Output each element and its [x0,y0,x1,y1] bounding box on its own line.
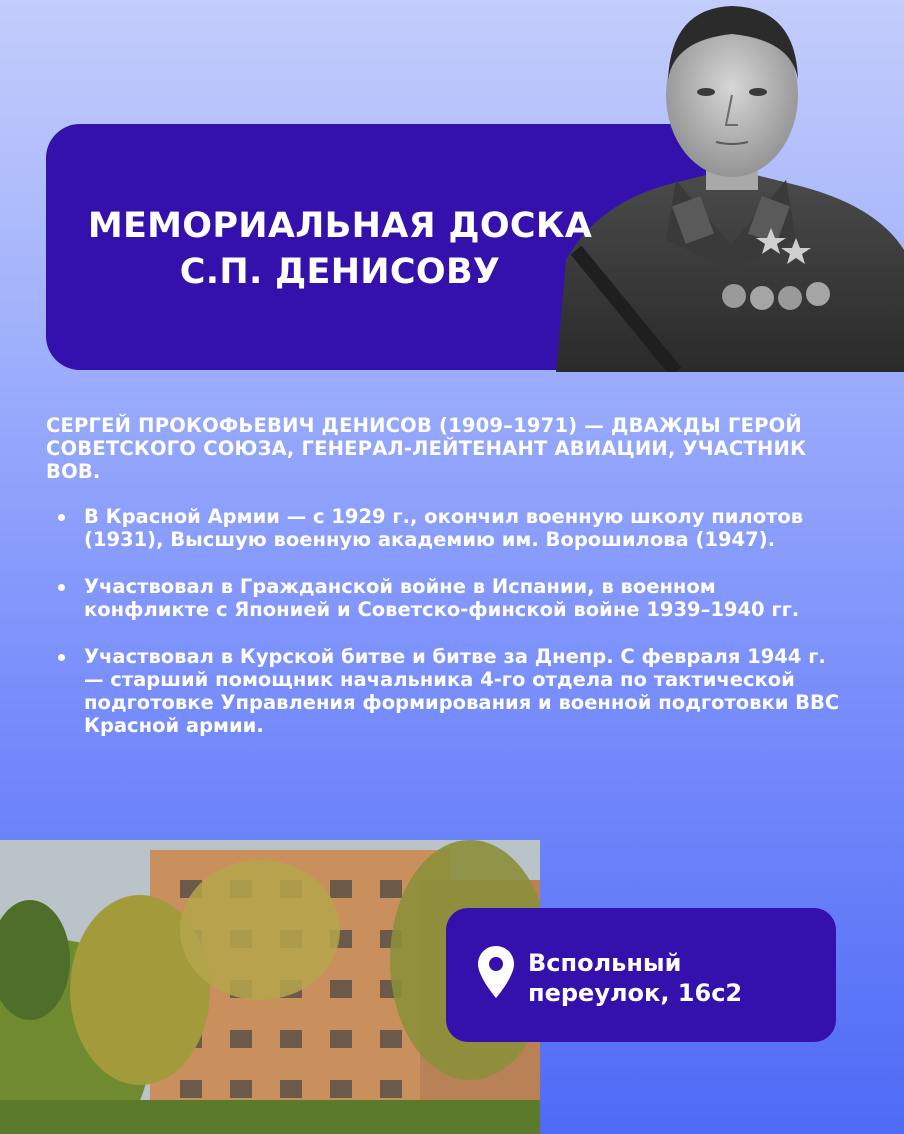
intro-text: СЕРГЕЙ ПРОКОФЬЕВИЧ ДЕНИСОВ (1909–1971) — ДВАЖДЫ ГЕРОЙ СОВЕТСКОГО СОЮЗА, ГЕНЕРАЛ-ЛЕЙТЕНАНТ АВИАЦИИ, УЧАСТНИК ВОВ. [46,414,807,483]
location-pin-icon [478,946,514,1002]
list-item [46,575,846,621]
bullet-icon [58,514,65,521]
title-line-2: С.П. ДЕНИСОВУ [179,252,501,292]
list-item [46,645,846,737]
address-line-1: Вспольный [528,949,682,977]
portrait-photo [556,0,904,372]
title-line-1: МЕМОРИАЛЬНАЯ ДОСКА [87,206,593,246]
fact-text: В Красной Армии — с 1929 г., окончил военную школу пилотов (1931), Высшую военную академию им. Ворошилова (1947). [84,505,804,551]
address-text [528,948,828,1008]
address-line-2: переулок, 16с2 [528,979,743,1007]
facts-list [46,505,846,737]
address-card [446,908,836,1042]
bullet-icon [58,584,65,591]
bullet-icon [58,654,65,661]
fact-text: Участвовал в Гражданской войне в Испании, в военном конфликте с Японией и Советско-финской войне 1939–1940 гг. [84,575,800,621]
fact-text: Участвовал в Курской битве и битве за Днепр. С февраля 1944 г. — старший помощник начальника 4-го отдела по тактической подготовке Управления формирования и военной подготовки ВВС Красной армии. [84,645,840,737]
biography [46,414,846,761]
list-item [46,505,846,551]
page-title [80,203,600,295]
